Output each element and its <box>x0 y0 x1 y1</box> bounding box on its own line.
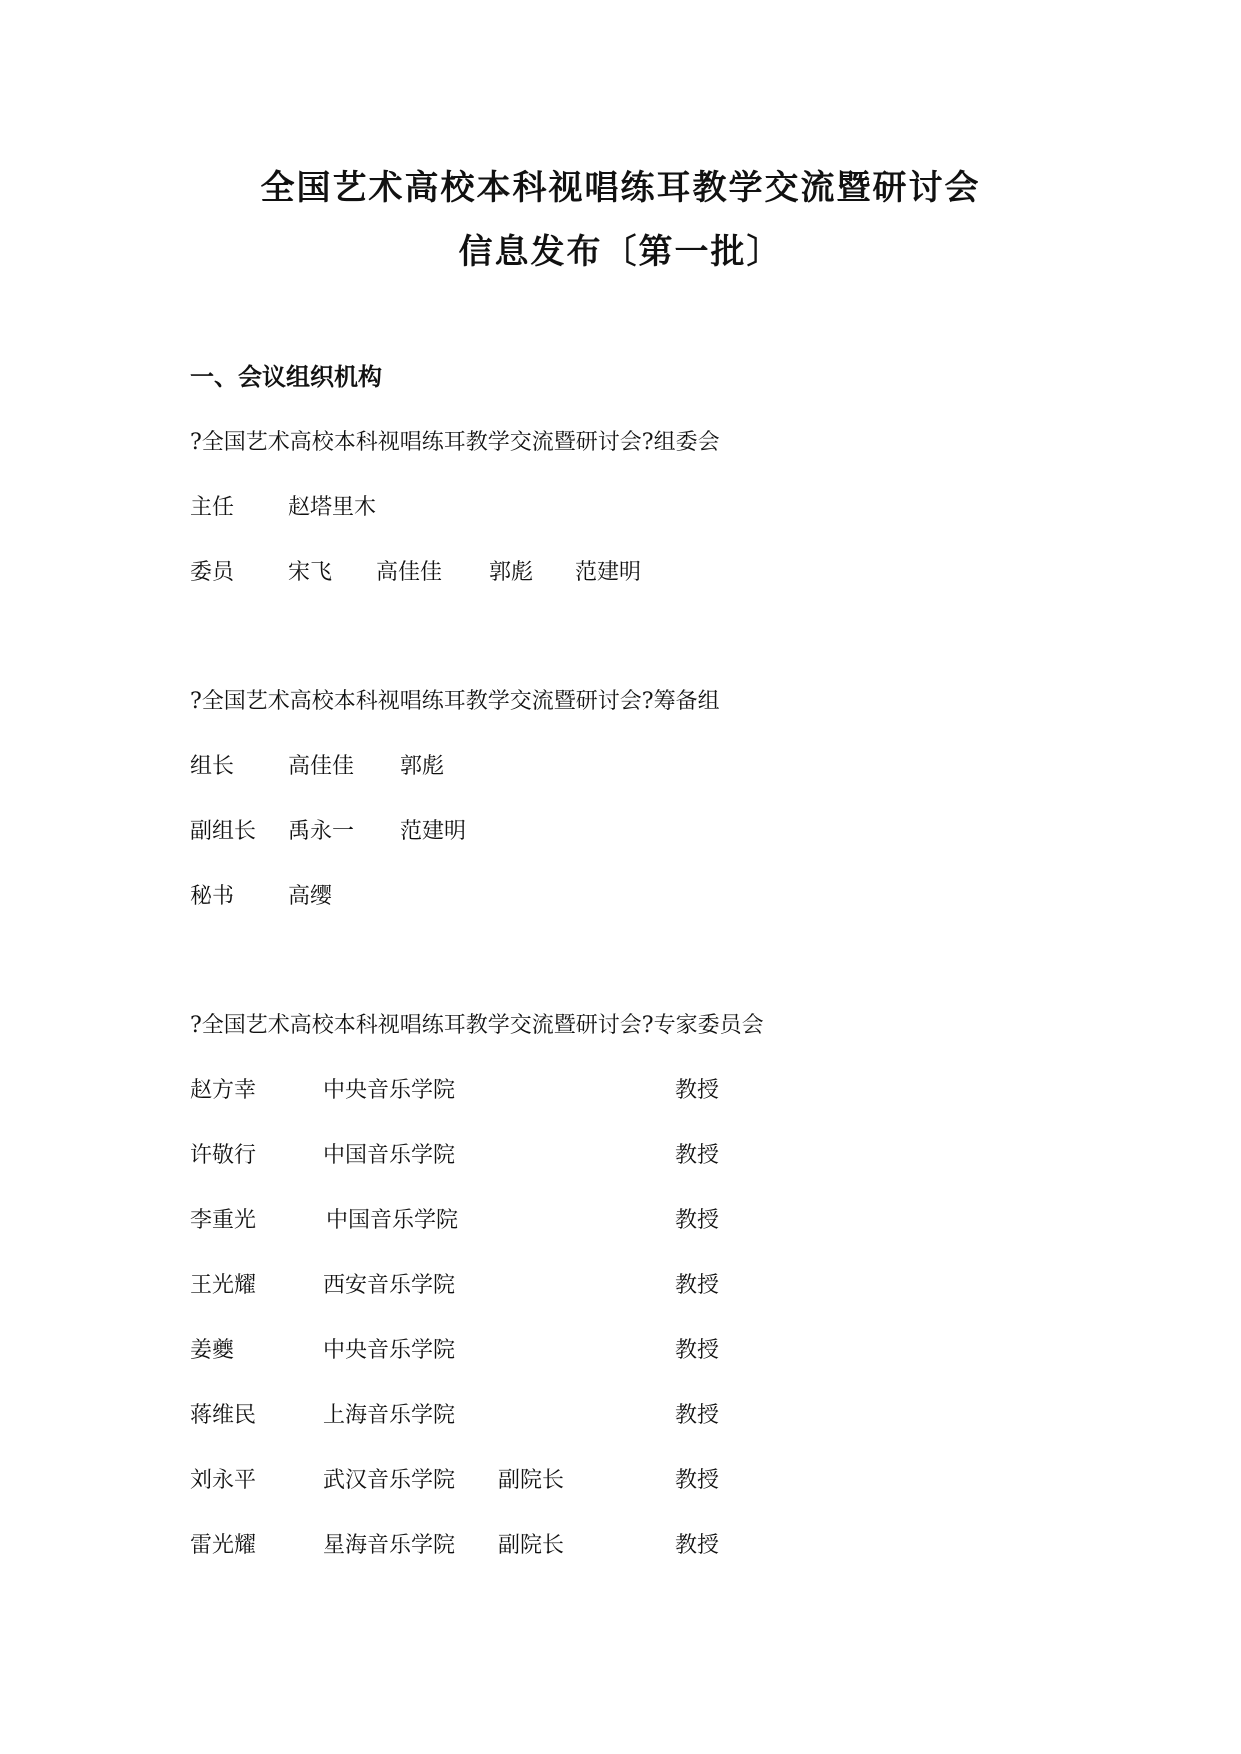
member-name: 高佳佳 <box>288 754 355 779</box>
member-name: 高佳佳 <box>376 560 443 585</box>
expert-institution: 中国音乐学院 <box>326 1208 459 1233</box>
preparatory-group-title: ?全国艺术高校本科视唱练耳教学交流暨研讨会?筹备组 <box>190 689 720 714</box>
expert-name: 雷光耀 <box>190 1533 257 1558</box>
role-label: 委员 <box>190 560 235 585</box>
member-name: 郭彪 <box>489 560 534 585</box>
document-subtitle: 信息发布〔第一批〕 <box>458 232 783 272</box>
expert-name: 许敬行 <box>190 1143 257 1168</box>
member-name: 宋飞 <box>288 560 333 585</box>
role-label: 主任 <box>190 495 235 520</box>
expert-name: 王光耀 <box>190 1273 257 1298</box>
expert-institution: 武汉音乐学院 <box>323 1468 456 1493</box>
member-name: 禹永一 <box>288 819 355 844</box>
member-name: 范建明 <box>400 819 467 844</box>
role-label: 组长 <box>190 754 235 779</box>
expert-name: 李重光 <box>190 1208 257 1233</box>
expert-title: 教授 <box>675 1338 720 1363</box>
member-name: 赵塔里木 <box>288 495 377 520</box>
expert-title: 教授 <box>675 1468 720 1493</box>
role-label: 副组长 <box>190 819 257 844</box>
expert-title: 教授 <box>675 1078 720 1103</box>
expert-title: 教授 <box>675 1533 720 1558</box>
expert-title: 教授 <box>675 1403 720 1428</box>
document-title: 全国艺术高校本科视唱练耳教学交流暨研讨会 <box>260 168 981 208</box>
expert-institution: 上海音乐学院 <box>323 1403 456 1428</box>
organizing-committee-title: ?全国艺术高校本科视唱练耳教学交流暨研讨会?组委会 <box>190 430 720 455</box>
expert-institution: 中央音乐学院 <box>323 1078 456 1103</box>
expert-name: 姜夔 <box>190 1338 235 1363</box>
expert-name: 蒋维民 <box>190 1403 257 1428</box>
expert-name: 赵方幸 <box>190 1078 257 1103</box>
expert-institution: 星海音乐学院 <box>323 1533 456 1558</box>
member-name: 郭彪 <box>400 754 445 779</box>
member-name: 范建明 <box>575 560 642 585</box>
role-label: 秘书 <box>190 884 235 909</box>
expert-institution: 中国音乐学院 <box>323 1143 456 1168</box>
expert-title: 教授 <box>675 1273 720 1298</box>
section-heading: 一、会议组织机构 <box>190 363 382 391</box>
member-name: 高缨 <box>288 884 333 909</box>
expert-title: 教授 <box>675 1143 720 1168</box>
expert-institution: 西安音乐学院 <box>323 1273 456 1298</box>
expert-position: 副院长 <box>498 1468 565 1493</box>
expert-name: 刘永平 <box>190 1468 257 1493</box>
expert-institution: 中央音乐学院 <box>323 1338 456 1363</box>
expert-title: 教授 <box>675 1208 720 1233</box>
expert-position: 副院长 <box>498 1533 565 1558</box>
expert-committee-title: ?全国艺术高校本科视唱练耳教学交流暨研讨会?专家委员会 <box>190 1013 764 1038</box>
